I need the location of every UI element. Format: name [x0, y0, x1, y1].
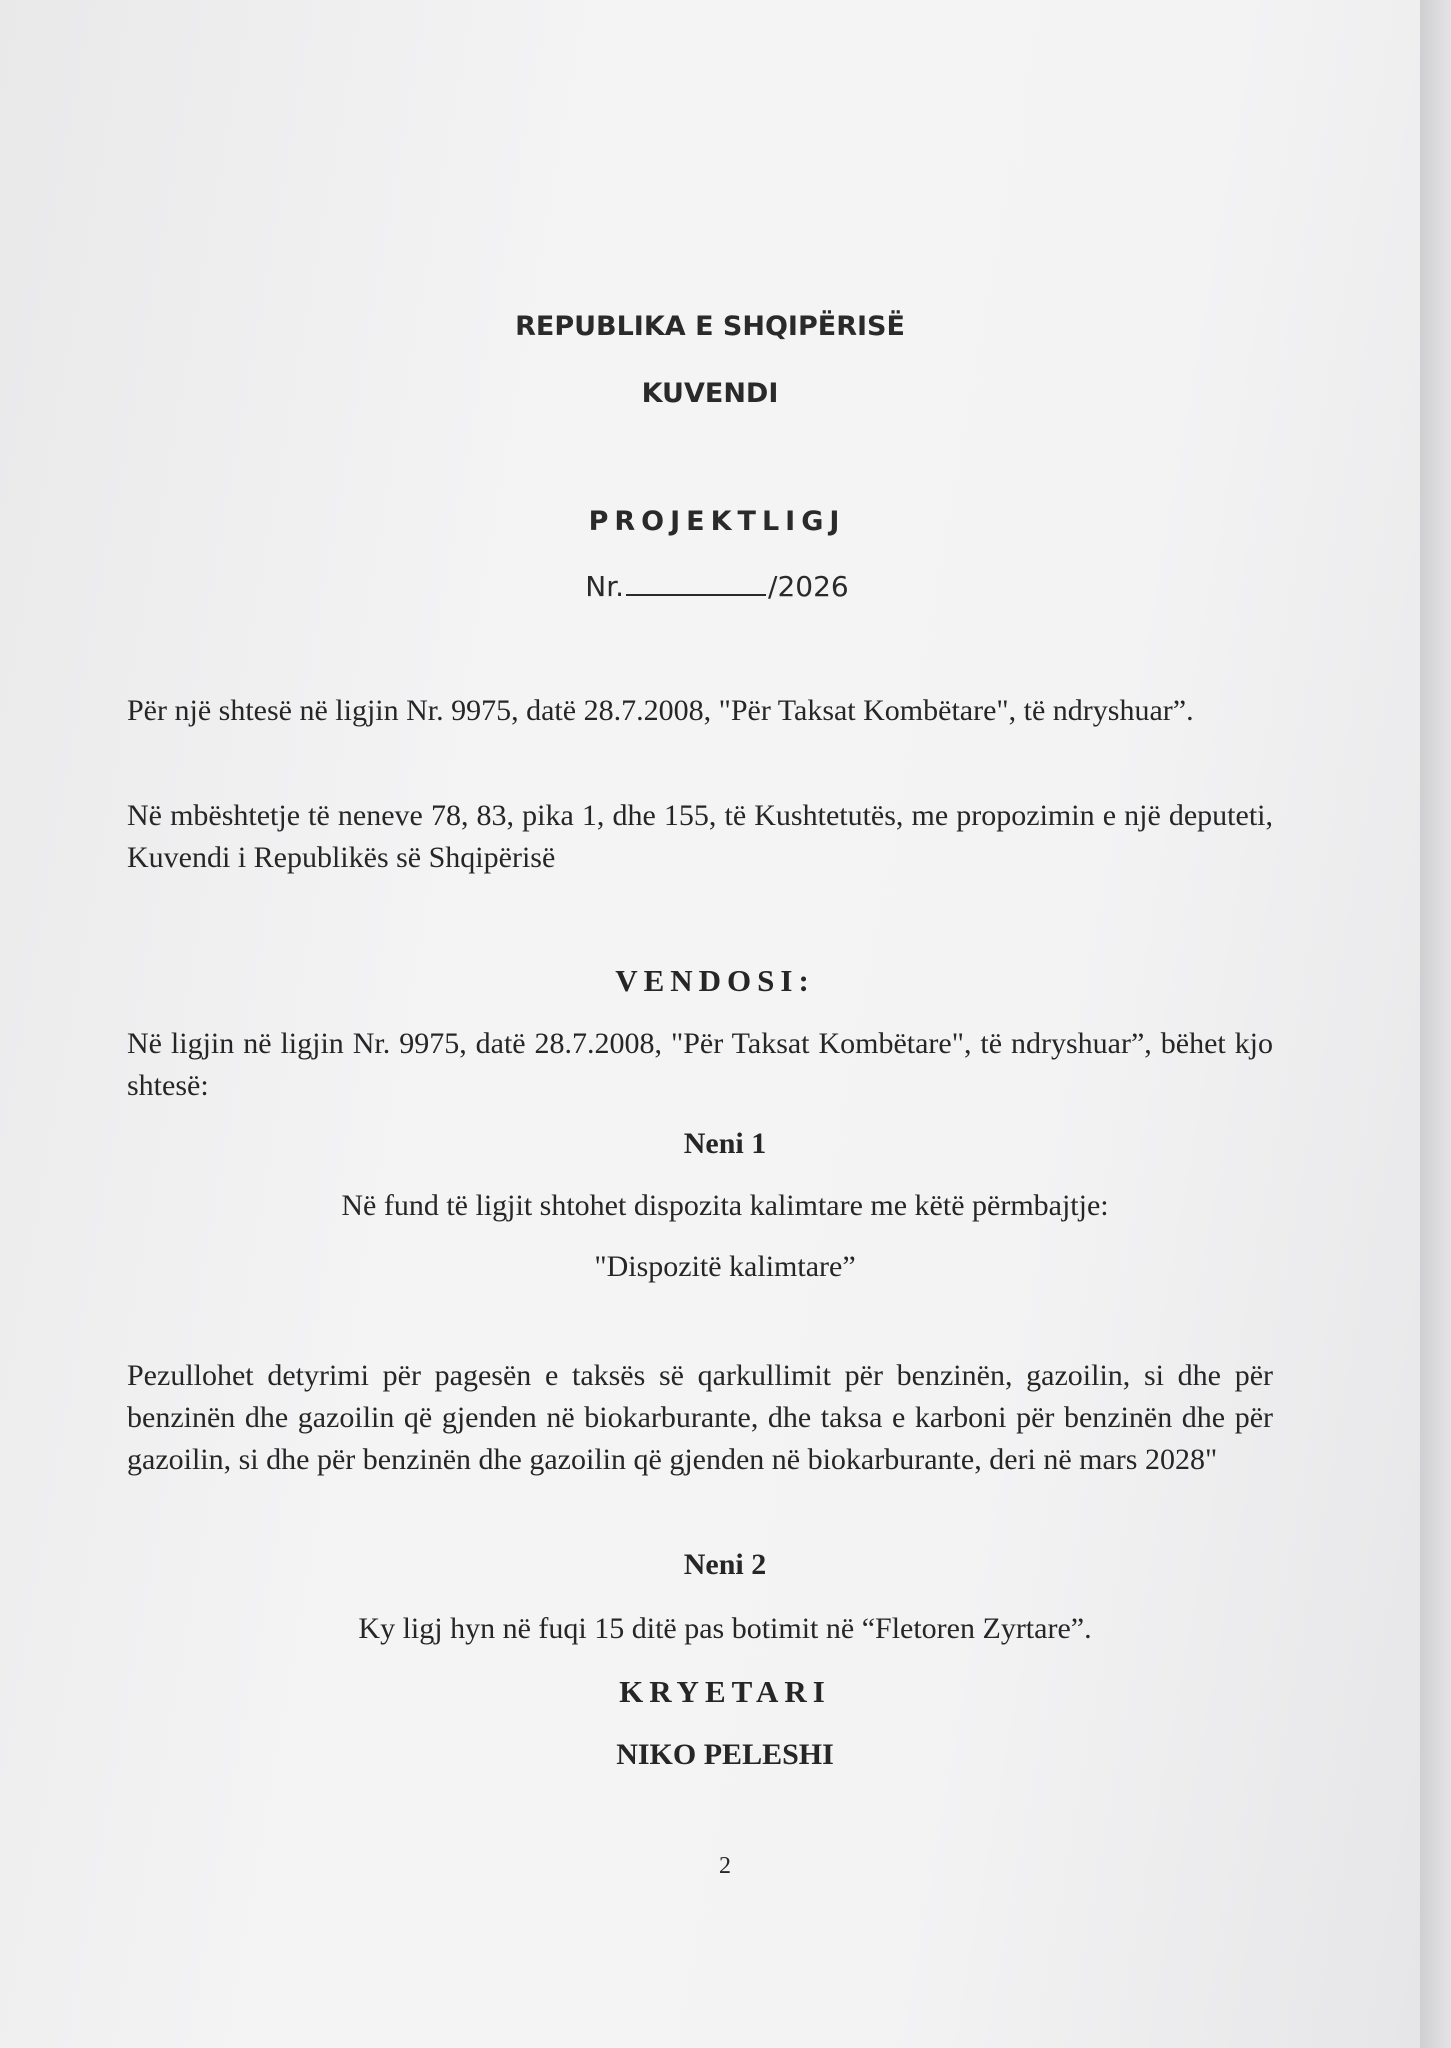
article-2-line: Ky ligj hyn në fuqi 15 ditë pas botimit në “Fletoren Zyrtare”. — [358, 1612, 1092, 1645]
signature-role: KRYETARI — [619, 1674, 831, 1709]
article-1-line: Në fund të ligjit shtohet dispozita kalimtare me këtë përmbajtje: — [341, 1189, 1109, 1222]
amendment-intro-paragraph: Në ligjin në ligjin Nr. 9975, datë 28.7.2008, "Për Taksat Kombëtare", të ndryshuar”, bëhet kjo shtesë: — [127, 1027, 1273, 1102]
signature-name: NIKO PELESHI — [616, 1738, 834, 1771]
number-prefix: Nr. — [585, 570, 625, 603]
legal-basis-paragraph: Në mbështetje të neneve 78, 83, pika 1, dhe 155, të Kushtetutës, me propozimin e një deputeti, Kuvendi i Republikës së Shqipërisë — [127, 799, 1273, 874]
number-blank-line — [626, 574, 766, 596]
page-number: 2 — [719, 1853, 731, 1879]
article-1-body: Pezullohet detyrimi për pagesën e taksës së qarkullimit për benzinën, gazoilin, si dhe për benzinën dhe gazoilin që gjenden në biokarburante, dhe taksa e karboni për benzinën dhe për gazoilin, si dhe për benzinën dhe gazoilin që gjenden në biokarburante, deri në mars 2028" — [127, 1359, 1273, 1476]
decision-heading: VENDOSI: — [615, 963, 815, 998]
intro-paragraph: Për një shtesë në ligjin Nr. 9975, datë 28.7.2008, "Për Taksat Kombëtare", të ndryshuar”. — [127, 694, 1194, 727]
document-type-heading: PROJEKTLIGJ — [588, 506, 846, 537]
number-year: /2026 — [768, 570, 849, 603]
document-number — [0, 570, 1420, 603]
underlying-page-edge — [1420, 0, 1451, 2048]
article-2-title: Neni 2 — [683, 1548, 767, 1581]
institution-heading: KUVENDI — [641, 378, 779, 409]
republic-heading: REPUBLIKA E SHQIPËRISË — [515, 311, 905, 342]
article-1-title: Neni 1 — [683, 1127, 767, 1160]
article-1-subtitle: "Dispozitë kalimtare” — [594, 1250, 856, 1283]
